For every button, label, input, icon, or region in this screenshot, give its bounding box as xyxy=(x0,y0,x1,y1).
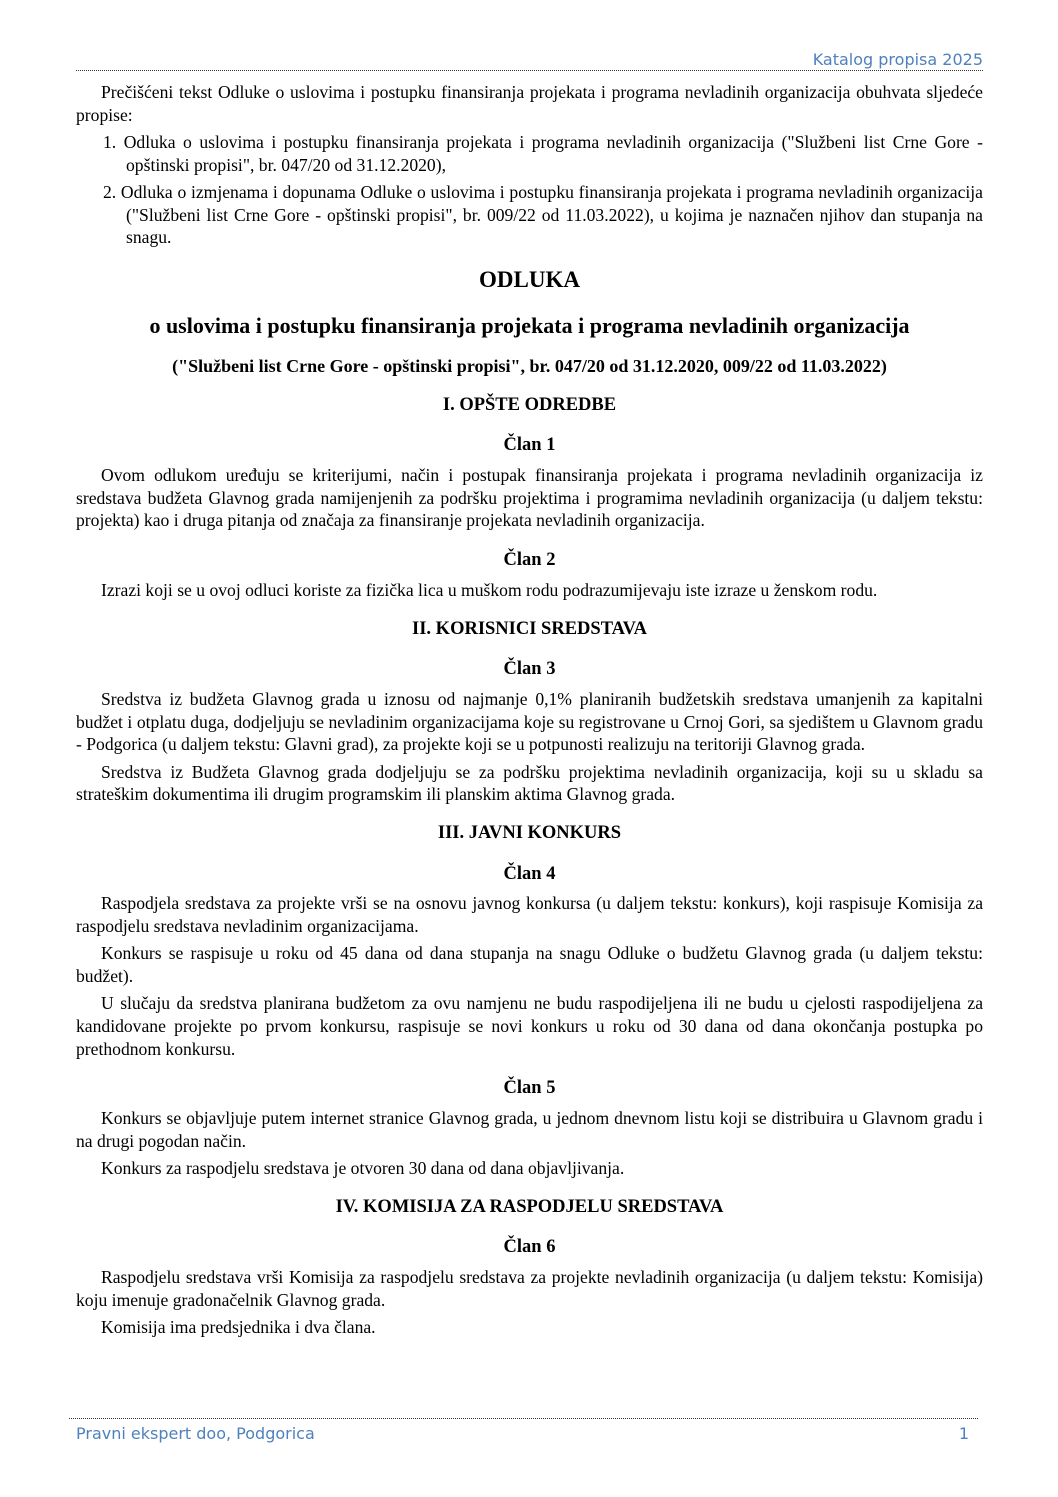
header-rule xyxy=(76,70,983,71)
section-heading: II. KORISNICI SREDSTAVA xyxy=(412,618,647,639)
article-paragraph: Izrazi koji se u ovoj odluci koriste za fizička lica u muškom rodu podrazumijevaju iste izraze u ženskom rodu. xyxy=(101,579,878,600)
source-list xyxy=(76,131,983,249)
page-number: 1 xyxy=(958,1424,969,1443)
article-paragraph: Komisija ima predsjednika i dva člana. xyxy=(101,1316,376,1337)
article-paragraph: Konkurs za raspodjelu sredstava je otvoren 30 dana od dana objavljivanja. xyxy=(101,1157,625,1178)
footer-rule xyxy=(69,1418,978,1419)
article-title: Član 4 xyxy=(503,863,556,884)
article-title: Član 3 xyxy=(503,659,556,680)
document-body xyxy=(76,81,983,1343)
document-subtitle: o uslovima i postupku finansiranja projekata i programa nevladinih organizacija xyxy=(149,312,910,338)
source-item: 2. Odluka o izmjenama i dopunama Odluke o uslovima i postupku finansiranja projekata i programa nevladinih organizacija ("Službeni list Crne Gore - opštinski propisi", br. 009/22 od 11.03.2022), u kojima je naznačen njihov dan stupanja na snagu. xyxy=(103,181,983,248)
article-paragraph: Raspodjelu sredstava vrši Komisija za raspodjelu sredstava za projekte nevladinih organizacija (u daljem tekstu: Komisija) koju imenuje gradonačelnik Glavnog grada. xyxy=(76,1267,983,1310)
article-title: Član 6 xyxy=(503,1237,556,1258)
intro-paragraph: Prečišćeni tekst Odluke o uslovima i postupku finansiranja projekata i programa nevladinih organizacija obuhvata sljedeće propise: xyxy=(76,82,983,125)
running-header: Katalog propisa 2025 xyxy=(812,50,983,69)
article-paragraph: Sredstva iz Budžeta Glavnog grada dodjeljuju se za podršku projektima nevladinih organizacija, koji su u skladu sa strateškim dokumentima ili drugim programskim ili planskim aktima Glavnog grada. xyxy=(76,761,983,805)
article-paragraph: Konkurs se raspisuje u roku od 45 dana od dana stupanja na snagu Odluke o budžetu Glavnog grada (u daljem tekstu: budžet). xyxy=(76,943,983,986)
gazette-citation: ("Službeni list Crne Gore - opštinski propisi", br. 047/20 od 31.12.2020, 009/22 od 11.03.2022) xyxy=(172,355,887,376)
article-title: Član 2 xyxy=(503,550,556,571)
article-title: Član 5 xyxy=(503,1078,556,1099)
document-title: ODLUKA xyxy=(479,266,580,292)
footer-publisher: Pravni ekspert doo, Podgorica xyxy=(76,1424,315,1443)
article-title: Član 1 xyxy=(503,435,556,456)
article-paragraph: U slučaju da sredstva planirana budžetom za ovu namjenu ne budu raspodijeljena ili ne budu u cjelosti raspodijeljena za kandidovane projekte po prvom konkursu, raspisuje se novi konkurs u roku od 30 dana od dana okončanja postupka po prethodnom konkursu. xyxy=(76,993,983,1059)
running-footer xyxy=(76,1424,969,1443)
section-heading: III. JAVNI KONKURS xyxy=(437,822,622,843)
section-heading: I. OPŠTE ODREDBE xyxy=(442,394,617,415)
article-paragraph: Ovom odlukom uređuju se kriterijumi, način i postupak finansiranja projekata i programa nevladinih organizacija iz sredstava budžeta Glavnog grada namijenjenih za podršku projektima i programima nevladinih organizacija (u daljem tekstu: projekta) kao i druga pitanja od značaja za finansiranje projekata nevladinih organizacija. xyxy=(76,465,983,531)
article-paragraph: Konkurs se objavljuje putem internet stranice Glavnog grada, u jednom dnevnom listu koji se distribuira u Glavnom gradu i na drugi pogodan način. xyxy=(76,1108,983,1151)
article-paragraph: Raspodjela sredstava za projekte vrši se na osnovu javnog konkursa (u daljem tekstu: konkurs), koji raspisuje Komisija za raspodjelu sredstava nevladinim organizacijama. xyxy=(76,893,983,937)
section-heading: IV. KOMISIJA ZA RASPODJELU SREDSTAVA xyxy=(335,1196,724,1217)
article-paragraph: Sredstva iz budžeta Glavnog grada u iznosu od najmanje 0,1% planiranih budžetskih sredstava umanjenih za kapitalni budžet i otplatu duga, dodjeljuju se nevladinim organizacijama koje su registrovane u Crnoj Gori, sa sjedištem u Glavnom gradu - Podgorica (u daljem tekstu: Glavni grad), za projekte koji se u potpunosti realizuju na teritoriji Glavnog grada. xyxy=(76,688,983,755)
source-item: 1. Odluka o uslovima i postupku finansiranja projekata i programa nevladinih organizacija ("Službeni list Crne Gore - opštinski propisi", br. 047/20 od 31.12.2020), xyxy=(103,131,983,175)
